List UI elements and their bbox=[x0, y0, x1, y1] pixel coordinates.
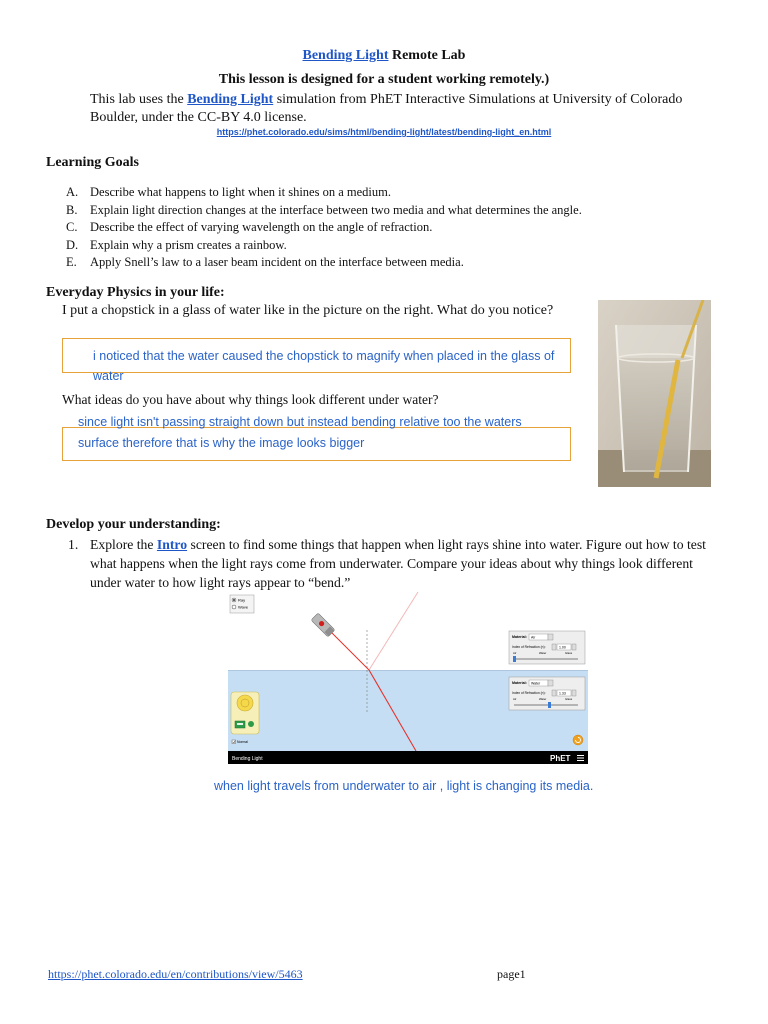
footer-url-link[interactable]: https://phet.colorado.edu/en/contributions/view/5463 bbox=[48, 967, 303, 981]
protractor-icon[interactable] bbox=[237, 695, 253, 711]
intro-suffix: simulation from PhET Interactive Simulations at University of Colorado Boulder, under the CC-BY 4.0 license. bbox=[90, 92, 683, 125]
learning-goals-list bbox=[66, 184, 686, 272]
footer-url bbox=[48, 967, 303, 982]
top-index-label: Index of Refraction (n): bbox=[512, 645, 546, 649]
step-1-text bbox=[90, 535, 708, 592]
bottom-index-increment[interactable] bbox=[572, 690, 576, 696]
step-number: 1. bbox=[68, 537, 79, 552]
goal-letter: B. bbox=[66, 202, 78, 217]
wave-radio[interactable] bbox=[232, 605, 236, 609]
goal-letter: E. bbox=[66, 255, 77, 269]
wave-radio-label: Wave bbox=[238, 604, 249, 610]
intro-screen-link[interactable]: Intro bbox=[156, 537, 188, 552]
learning-goals-heading: Learning Goals bbox=[46, 155, 139, 170]
goal-text: Explain light direction changes at the interface between two media and what determines the angle. bbox=[90, 202, 582, 217]
intro-prefix: This lab uses the bbox=[90, 92, 188, 107]
bottom-slider-mid: Water bbox=[539, 697, 547, 701]
sim-navbar bbox=[228, 751, 588, 764]
menu-icon[interactable] bbox=[577, 755, 584, 756]
bottom-index-value: 1.33 bbox=[559, 691, 566, 696]
bottom-material-value: Water bbox=[531, 681, 541, 686]
glass-of-water-photo bbox=[598, 300, 711, 487]
title-link[interactable]: Bending Light bbox=[302, 48, 389, 63]
ray-wave-radio-group bbox=[230, 595, 254, 613]
bottom-index-label: Index of Refraction (n): bbox=[512, 691, 546, 695]
sim-url-link[interactable]: https://phet.colorado.edu/sims/html/bending-light/latest/bending-light_en.html bbox=[216, 127, 552, 137]
normal-checkbox-group bbox=[232, 740, 248, 744]
question-2: What ideas do you have about why things look different under water? bbox=[62, 392, 439, 407]
goal-text: Describe what happens to light when it shines on a medium. bbox=[90, 185, 391, 199]
goal-item bbox=[66, 237, 686, 255]
bottom-slider-thumb[interactable] bbox=[548, 702, 551, 708]
goal-item bbox=[66, 202, 686, 220]
sim-navbar-title: Bending Light bbox=[232, 756, 263, 762]
step-prefix: Explore the bbox=[90, 537, 157, 552]
title-rest: Remote Lab bbox=[388, 48, 466, 63]
top-material-panel bbox=[509, 631, 585, 664]
bottom-material-panel bbox=[509, 677, 585, 710]
top-material-value: Air bbox=[531, 635, 536, 640]
develop-heading: Develop your understanding: bbox=[46, 517, 221, 532]
answer-1-text[interactable]: i noticed that the water caused the chopstick to magnify when placed in the glass of water bbox=[93, 349, 555, 383]
goal-item bbox=[66, 219, 686, 237]
goal-text: Apply Snell’s law to a laser beam incident on the interface between media. bbox=[90, 255, 464, 269]
top-slider-mid: Water bbox=[539, 651, 547, 655]
goal-text: Explain why a prism creates a rainbow. bbox=[90, 237, 287, 252]
reset-all-icon[interactable] bbox=[573, 735, 583, 745]
bottom-slider-left: Air bbox=[513, 697, 517, 701]
page-number: page1 bbox=[497, 967, 526, 981]
step-suffix: screen to find some things that happen when light rays shine into water. Figure out how to test what happens when the light rays come from underwater. Compare your ideas about why things look different under water to how light rays appear to “bend.” bbox=[90, 537, 706, 590]
top-index-increment[interactable] bbox=[572, 644, 576, 650]
intro-paragraph bbox=[90, 91, 690, 127]
everyday-physics-heading: Everyday Physics in your life: bbox=[46, 285, 225, 300]
top-index-decrement[interactable] bbox=[552, 644, 556, 650]
page-subtitle: This lesson is designed for a student working remotely.) bbox=[218, 72, 550, 87]
answer-3-text[interactable]: when light travels from underwater to air , light is changing its media. bbox=[214, 779, 594, 793]
bending-light-sim-screenshot bbox=[228, 590, 588, 764]
intro-link[interactable]: Bending Light bbox=[187, 92, 274, 107]
ray-radio-label: Ray bbox=[238, 597, 246, 603]
step-1 bbox=[68, 535, 708, 592]
bottom-slider-right: Glass bbox=[565, 697, 573, 701]
top-slider-left: Air bbox=[513, 651, 517, 655]
page-title bbox=[0, 48, 768, 64]
goal-letter: A. bbox=[66, 185, 79, 199]
top-material-label: Material: bbox=[512, 635, 527, 639]
sensor-probe-icon[interactable] bbox=[248, 721, 254, 727]
goal-item bbox=[66, 254, 686, 272]
normal-checkbox-label: Normal bbox=[237, 740, 248, 745]
goal-letter: D. bbox=[66, 237, 79, 252]
bottom-index-decrement[interactable] bbox=[552, 690, 556, 696]
question-1: I put a chopstick in a glass of water like in the picture on the right. What do you notice? bbox=[62, 303, 554, 318]
top-index-value: 1.00 bbox=[559, 645, 566, 650]
bottom-material-label: Material: bbox=[512, 681, 527, 685]
sim-url bbox=[0, 127, 768, 137]
top-slider-thumb[interactable] bbox=[513, 656, 516, 662]
goal-text: Describe the effect of varying wavelength on the angle of refraction. bbox=[90, 220, 433, 234]
toolbox-panel bbox=[231, 692, 259, 734]
goal-letter: C. bbox=[66, 220, 78, 234]
phet-logo[interactable]: PhET bbox=[550, 754, 571, 763]
answer-2-text[interactable]: since light isn't passing straight down but instead bending relative too the waters surface therefore that is why the image looks bigger bbox=[78, 415, 522, 450]
top-slider-right: Glass bbox=[565, 651, 573, 655]
goal-item bbox=[66, 184, 686, 202]
